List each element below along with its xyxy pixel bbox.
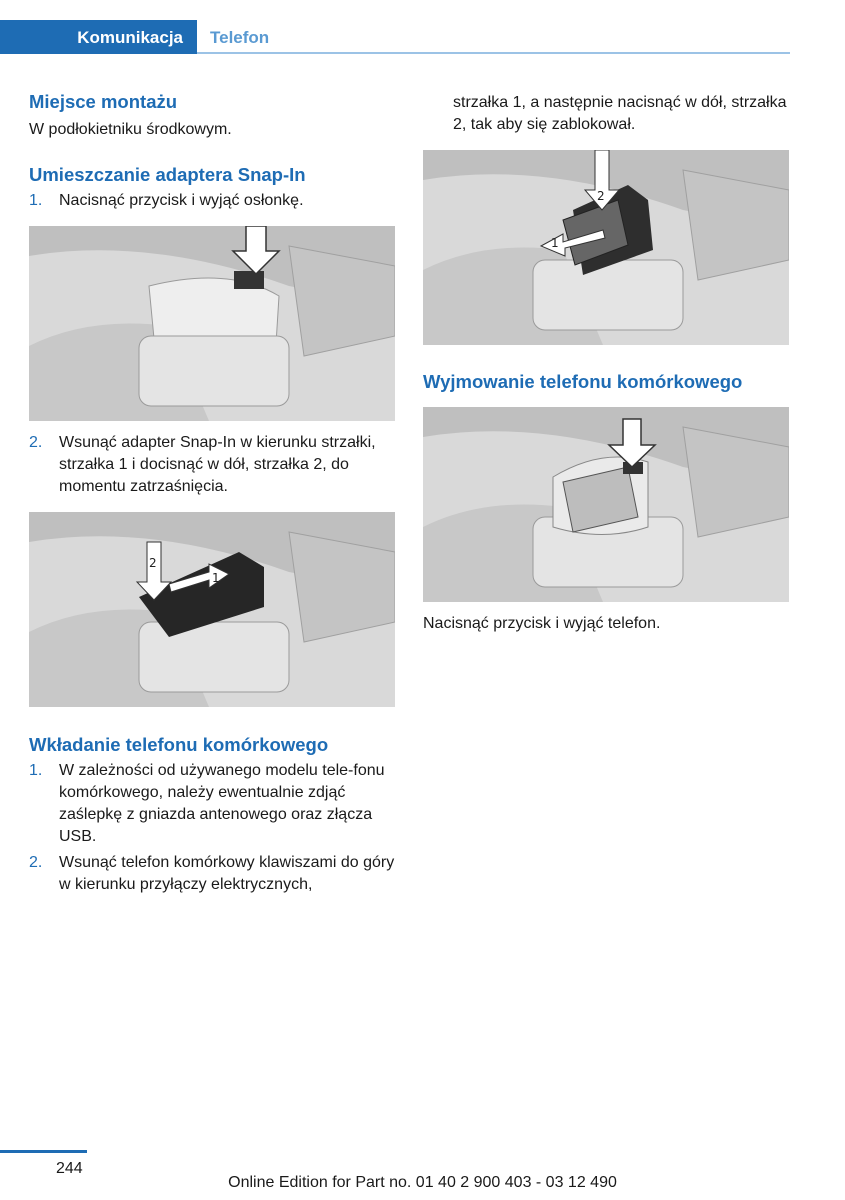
- list-item: [29, 190, 395, 212]
- step-text: Wsunąć telefon komórkowy klawiszami do góry w kierunku przyłączy elektrycznych,: [59, 854, 395, 893]
- section-title-insert-phone: Wkładanie telefonu komórkowego: [29, 734, 329, 755]
- figure-console-cover: [29, 226, 395, 421]
- remove-phone-text: Nacisnąć przycisk i wyjąć telefon.: [423, 615, 661, 632]
- header-rule: [197, 52, 790, 54]
- list-item: [29, 852, 395, 896]
- tab-komunikacja[interactable]: Komunikacja: [0, 20, 197, 54]
- step-number: 2.: [29, 854, 43, 871]
- step-number: 1.: [29, 192, 43, 209]
- figure-phone-remove: [423, 407, 789, 602]
- footer-rule: [0, 1150, 87, 1153]
- figure-phone-insert: [423, 150, 789, 345]
- snap-in-steps-cont: [29, 432, 395, 498]
- right-column: [423, 90, 789, 635]
- continuation-text: strzałka 1, a następnie nacisnąć w dół, strzałka 2, tak aby się zablokował.: [453, 94, 787, 133]
- arrow-label-1: 1: [212, 571, 220, 585]
- arrow-label-2: 2: [597, 189, 605, 203]
- step-text: Nacisnąć przycisk i wyjąć osłonkę.: [59, 192, 304, 209]
- mounting-text: W podłokietniku środkowym.: [29, 121, 232, 138]
- section-title-mounting: Miejsce montażu: [29, 91, 178, 112]
- insert-phone-steps: [29, 760, 395, 896]
- page-number: 244: [56, 1160, 83, 1177]
- tab-telefon[interactable]: Telefon: [210, 28, 270, 47]
- step-number: 1.: [29, 762, 43, 779]
- header-tabs: [0, 20, 790, 54]
- list-item: [29, 760, 395, 848]
- figure-snap-in-adapter: [29, 512, 395, 707]
- section-title-snap-in: Umieszczanie adaptera Snap-In: [29, 164, 306, 185]
- step-text: Wsunąć adapter Snap-In w kierunku strzałki, strzałka 1 i docisnąć w dół, strzałka 2, do momentu zatrzaśnięcia.: [59, 434, 376, 495]
- list-item: [29, 432, 395, 498]
- step-text: W zależności od używanego modelu tele-fonu komórkowego, należy ewentualnie zdjąć zaślepkę z gniazda antenowego oraz złącza USB.: [59, 762, 385, 845]
- left-column: [29, 90, 395, 896]
- edition-text: Online Edition for Part no. 01 40 2 900 403 - 03 12 490: [228, 1174, 617, 1191]
- section-title-remove-phone: Wyjmowanie telefonu komórkowego: [423, 371, 743, 392]
- arrow-label-1: 1: [551, 236, 559, 250]
- snap-in-steps: [29, 190, 395, 212]
- arrow-label-2: 2: [149, 556, 157, 570]
- step-number: 2.: [29, 434, 43, 451]
